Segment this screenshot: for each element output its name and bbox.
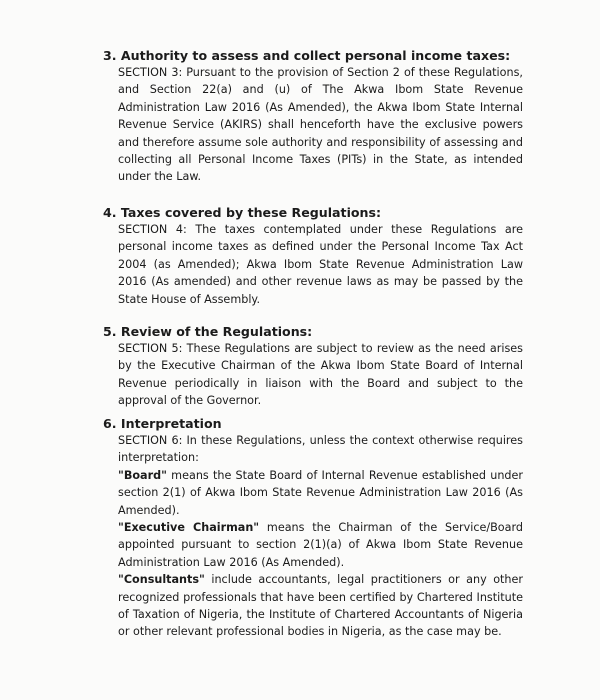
section-body — [118, 221, 523, 308]
definition-term: "Consultants" — [118, 573, 205, 587]
paragraph: SECTION 4: The taxes contemplated under these Regulations are personal income taxes as defined under the Personal Income Tax Act 2004 (as Amended); Akwa Ibom State Revenue Administration Law 2016 (As amended) and other revenue laws as may be passed by the State House of Assembly. — [118, 223, 523, 306]
definition-text: include accountants, legal practitioners or any other recognized professionals that have been certified by Chartered Institute of Taxation of Nigeria, the Institute of Chartered Accountants of Nigeria or other relevant professional bodies in Nigeria, as the case may be. — [118, 573, 523, 639]
section-6 — [103, 416, 523, 641]
section-5 — [103, 324, 523, 410]
section-heading: 3. Authority to assess and collect personal income taxes: — [103, 48, 511, 63]
paragraph: SECTION 3: Pursuant to the provision of Section 2 of these Regulations, and Section 22(a) and (u) of The Akwa Ibom State Revenue Administration Law 2016 (As Amended), the Akwa Ibom State Internal Revenue Service (AKIRS) shall henceforth have the exclusive powers and therefore assume sole authority and responsibility of assessing and collecting all Personal Income Taxes (PITs) in the State, as intended under the Law. — [118, 66, 523, 184]
section-heading: 6. Interpretation — [103, 416, 222, 431]
definition-text: means the Chairman of the Service/Board appointed pursuant to section 2(1)(a) of Akwa Ibom State Revenue Administration Law 2016 (As Amended). — [118, 521, 523, 569]
paragraph: SECTION 5: These Regulations are subject to review as the need arises by the Executive Chairman of the Akwa Ibom State Board of Internal Revenue periodically in liaison with the Board and subject to the approval of the Governor. — [118, 342, 523, 408]
section-body — [118, 340, 523, 410]
section-4 — [103, 205, 523, 308]
section-heading: 4. Taxes covered by these Regulations: — [103, 205, 382, 220]
definition-text: means the State Board of Internal Revenue established under section 2(1) of Akwa Ibom State Revenue Administration Law 2016 (As Amended). — [118, 468, 523, 517]
section-body — [118, 64, 523, 186]
section-heading: 5. Review of the Regulations: — [103, 324, 313, 339]
section-3 — [103, 48, 523, 186]
paragraph-intro: SECTION 6: In these Regulations, unless the context otherwise requires interpretation: — [118, 434, 523, 465]
definition-executive-chairman — [118, 519, 523, 571]
definition-term: "Board" — [118, 468, 167, 482]
definition-consultants — [118, 571, 523, 641]
definition-board — [118, 467, 523, 519]
definition-term: "Executive Chairman" — [118, 521, 260, 535]
section-body — [118, 432, 523, 641]
